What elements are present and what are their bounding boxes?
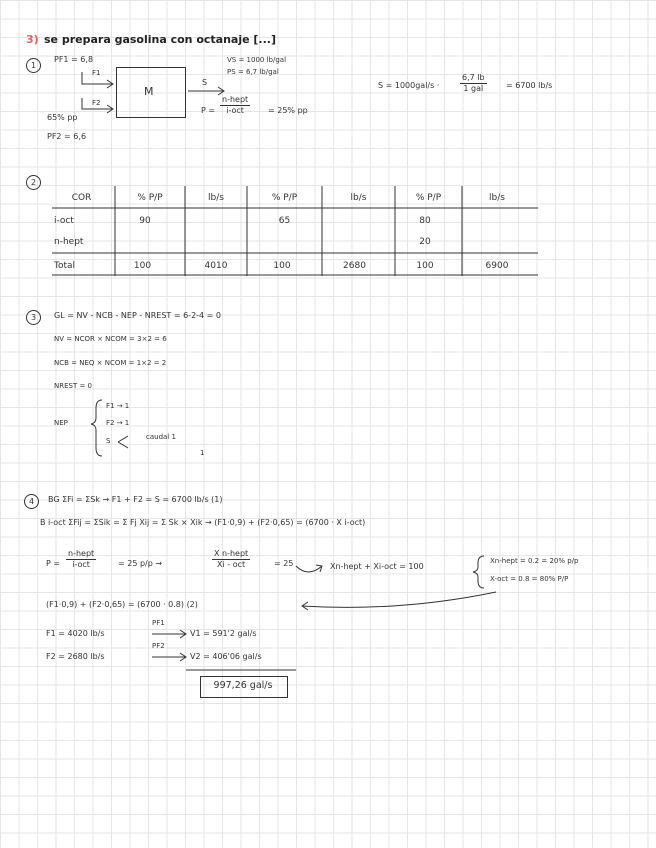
table-cell-total-s-flow: 6900 — [485, 261, 509, 271]
table-cell-ioct-f1: 90 — [139, 216, 151, 226]
s-label: S — [202, 78, 208, 87]
table-header-s-flow: lb/s — [489, 193, 505, 203]
pf2-label: PF2 = 6,6 — [47, 132, 87, 141]
x-ratio-denominator: Xi - oct — [217, 560, 246, 569]
mixer-label: M — [144, 85, 154, 98]
f1-to-v1-arrow — [152, 630, 186, 638]
table-cell-total-f1-percent: 100 — [133, 261, 152, 271]
f2-label: F2 — [92, 99, 101, 107]
table-cell-nhept-name: n-hept — [54, 237, 84, 247]
result-brace — [473, 556, 484, 588]
ratio-p-label: P = — [46, 559, 61, 568]
nv-eq: NV = NCOR × NCOM = 3×2 = 6 — [54, 335, 167, 343]
section-4-marker: 4 — [24, 494, 39, 509]
s-calc-result: = 6700 lb/s — [506, 81, 553, 90]
ncb-eq: NCB = NEQ × NCOM = 1×2 = 2 — [54, 359, 167, 367]
nep-s-extra: 1 — [200, 449, 205, 457]
section-3-marker: 3 — [26, 310, 41, 325]
table-cell-total-f1-flow: 4010 — [204, 261, 228, 271]
nep-f1: F1 → 1 — [106, 402, 130, 410]
balance-eq-2: (F1·0,9) + (F2·0,65) = (6700 · 0.8) (2) — [46, 600, 198, 609]
table-cell-total-f2-flow: 2680 — [343, 261, 366, 271]
nep-caudal: caudal 1 — [146, 433, 176, 441]
p-result: = 25% pp — [268, 106, 308, 115]
table-cell-ioct-f2: 65 — [278, 216, 291, 226]
page-title: se prepara gasolina con octanaje [...] — [44, 33, 276, 46]
x-ratio-numerator: X n-hept — [214, 549, 249, 558]
pf1-conversion-label: PF1 — [152, 619, 165, 627]
nep-label: NEP — [54, 419, 68, 427]
table-cell-ioct-s: 80 — [419, 216, 431, 226]
f2-pp-label: 65% pp — [47, 113, 78, 122]
table-cell-total-s-percent: 100 — [416, 261, 434, 271]
feedback-arrow — [302, 592, 496, 607]
table-header-f1-percent: % P/P — [137, 193, 163, 203]
ps-value: PS = 6,7 lb/gal — [227, 68, 279, 76]
nep-s: S — [106, 437, 111, 445]
table-cell-total-name: Total — [54, 261, 76, 271]
table-cell-total-f2-percent: 100 — [273, 261, 291, 271]
nrest-eq: NREST = 0 — [54, 382, 93, 390]
ratio-denominator: i-oct — [72, 560, 90, 569]
table-cell-nhept-s: 20 — [419, 237, 431, 247]
f2-value: F2 = 2680 lb/s — [46, 652, 105, 661]
section-1-marker: 1 — [26, 58, 41, 73]
table-header-f2-percent: % P/P — [271, 193, 298, 203]
p-numerator: n-hept — [222, 95, 249, 104]
curved-arrow-to-sum — [296, 566, 322, 572]
s-calc-prefix: S = 1000gal/s · — [378, 81, 440, 90]
global-balance-eq: BG ΣFi = ΣSk → F1 + F2 = S = 6700 lb/s (1) — [48, 495, 223, 504]
ratio-mid: = 25 p/p → — [118, 559, 163, 568]
f1-value: F1 = 4020 lb/s — [46, 629, 105, 638]
s-calc-denominator: 1 gal — [463, 84, 484, 93]
table-header-f1-flow: lb/s — [208, 193, 224, 203]
v2-value: V2 = 406'06 gal/s — [190, 652, 262, 661]
v1-value: V1 = 591'2 gal/s — [190, 629, 257, 638]
f2-to-v2-arrow — [152, 653, 186, 661]
ratio-numerator: n-hept — [68, 549, 95, 558]
f1-label: F1 — [92, 69, 101, 77]
section-2-marker: 2 — [26, 175, 41, 190]
p-label: P = — [201, 106, 216, 115]
s-calc-numerator: 6,7 lb — [462, 73, 485, 82]
pf2-conversion-label: PF2 — [152, 642, 165, 650]
final-result-value: 997,26 gal/s — [213, 680, 273, 691]
table-header-component: COR — [71, 193, 92, 203]
table-header-f2-flow: lb/s — [350, 193, 367, 203]
degrees-of-freedom-eq: GL = NV - NCB - NEP - NREST = 6-2-4 = 0 — [54, 311, 222, 320]
x-nhept-result: Xn-hept = 0.2 = 20% p/p — [490, 557, 579, 565]
problem-number: 3) — [26, 33, 39, 46]
p-denominator: i-oct — [226, 106, 244, 115]
table-cell-ioct-name: i-oct — [54, 216, 74, 226]
vs-value: VS = 1000 lb/gal — [227, 56, 287, 64]
ioct-balance-eq: B i-oct ΣFij = ΣSik = Σ Fj Xij = Σ Sk × Xik → (F1·0,9) + (F2·0,65) = (6700 · X i-oct) — [40, 518, 366, 527]
nep-f2: F2 → 1 — [106, 419, 130, 427]
table-header-s-percent: % P/P — [415, 193, 442, 203]
x-ioct-result: X-oct = 0.8 = 80% P/P — [490, 575, 569, 583]
fraction-sum-eq: Xn-hept + Xi-oct = 100 — [330, 562, 424, 571]
pf1-label: PF1 = 6,8 — [54, 55, 94, 64]
x-ratio-eq: = 25 — [274, 559, 294, 568]
